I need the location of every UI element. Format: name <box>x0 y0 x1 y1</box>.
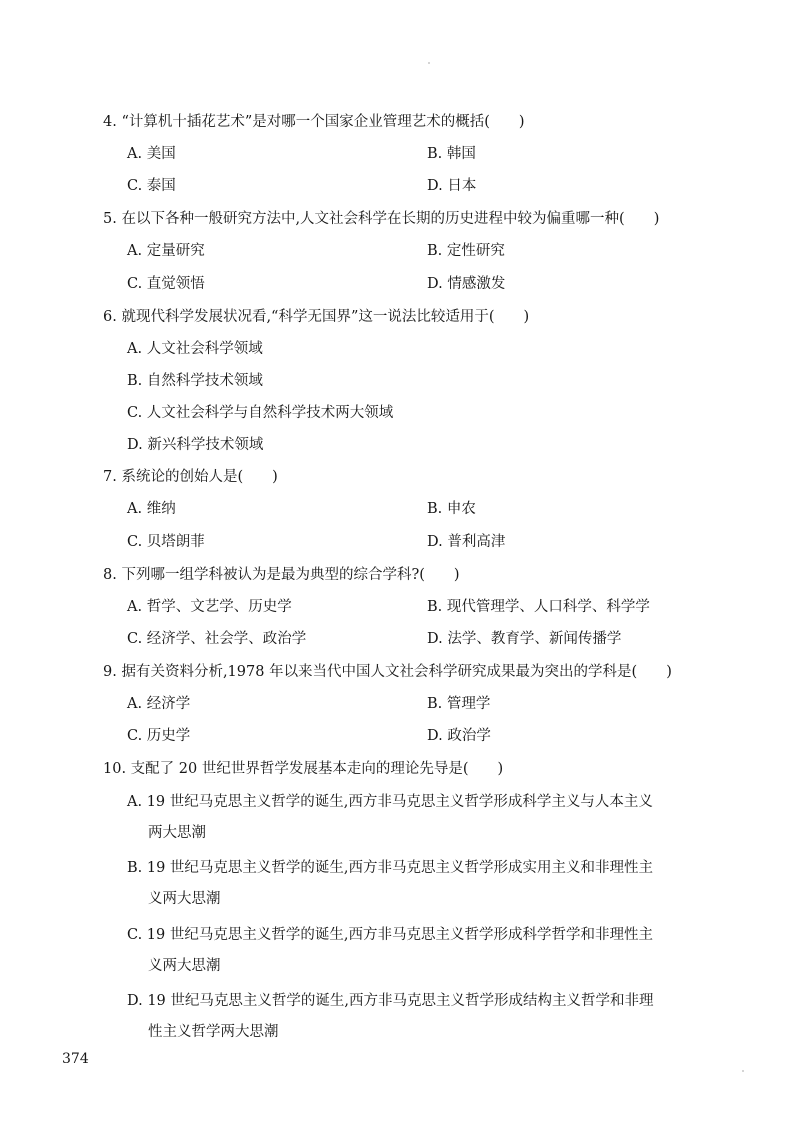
question-7-option-d: D. 普利高津 <box>427 534 506 550</box>
question-9-stem: 9. 据有关资料分析,1978 年以来当代中国人文社会科学研究成果最为突出的学科是( ) <box>103 664 672 680</box>
question-7-stem: 7. 系统论的创始人是( ) <box>103 469 278 485</box>
question-10-option-d-line1: D. 19 世纪马克思主义哲学的诞生,西方非马克思主义哲学形成结构主义哲学和非理 <box>127 993 654 1009</box>
question-7-option-b: B. 申农 <box>427 501 476 517</box>
question-4-stem: 4. “计算机十插花艺术”是对哪一个国家企业管理艺术的概括( ) <box>103 114 525 130</box>
question-6-option-a: A. 人文社会科学领域 <box>127 341 263 357</box>
question-4-option-c: C. 泰国 <box>127 178 176 194</box>
question-7-option-c: C. 贝塔朗菲 <box>127 534 205 550</box>
scan-speck <box>742 1070 744 1072</box>
question-8-option-d: D. 法学、教育学、新闻传播学 <box>427 631 622 647</box>
question-6-option-c: C. 人文社会科学与自然科学技术两大领域 <box>127 405 394 421</box>
question-8-stem: 8. 下列哪一组学科被认为是最为典型的综合学科?( ) <box>103 567 460 583</box>
question-10-stem: 10. 支配了 20 世纪世界哲学发展基本走向的理论先导是( ) <box>103 761 504 777</box>
question-9-option-c: C. 历史学 <box>127 728 191 744</box>
question-6-option-b: B. 自然科学技术领域 <box>127 373 263 389</box>
question-4-option-a: A. 美国 <box>127 146 176 162</box>
question-6-option-d: D. 新兴科学技术领域 <box>127 437 264 453</box>
question-10-option-b-line1: B. 19 世纪马克思主义哲学的诞生,西方非马克思主义哲学形成实用主义和非理性主 <box>127 860 654 876</box>
question-10-option-d-line2: 性主义哲学两大思潮 <box>148 1024 279 1040</box>
question-5-stem: 5. 在以下各种一般研究方法中,人文社会科学在长期的历史进程中较为偏重哪一种( ) <box>103 211 660 227</box>
question-10-option-a-line1: A. 19 世纪马克思主义哲学的诞生,西方非马克思主义哲学形成科学主义与人本主义 <box>127 794 653 810</box>
question-9-option-d: D. 政治学 <box>427 728 491 744</box>
question-8-option-a: A. 哲学、文艺学、历史学 <box>127 599 292 615</box>
question-5-option-c: C. 直觉领悟 <box>127 276 205 292</box>
question-10-option-c-line1: C. 19 世纪马克思主义哲学的诞生,西方非马克思主义哲学形成科学哲学和非理性主 <box>127 927 653 943</box>
question-5-option-a: A. 定量研究 <box>127 243 205 259</box>
question-10-option-c-line2: 义两大思潮 <box>148 958 221 974</box>
question-4-option-d: D. 日本 <box>427 178 477 194</box>
question-5-option-b: B. 定性研究 <box>427 243 505 259</box>
question-8-option-c: C. 经济学、社会学、政治学 <box>127 631 307 647</box>
question-5-option-d: D. 情感激发 <box>427 276 506 292</box>
question-6-stem: 6. 就现代科学发展状况看,“科学无国界”这一说法比较适用于( ) <box>103 309 530 325</box>
question-10-option-b-line2: 义两大思潮 <box>148 891 221 907</box>
scan-speck <box>428 62 430 64</box>
question-9-option-a: A. 经济学 <box>127 696 191 712</box>
question-10-option-a-line2: 两大思潮 <box>148 825 206 841</box>
question-4-option-b: B. 韩国 <box>427 146 476 162</box>
question-8-option-b: B. 现代管理学、人口科学、科学学 <box>427 599 650 615</box>
question-7-option-a: A. 维纳 <box>127 501 176 517</box>
question-9-option-b: B. 管理学 <box>427 696 491 712</box>
page-number: 374 <box>62 1051 89 1067</box>
